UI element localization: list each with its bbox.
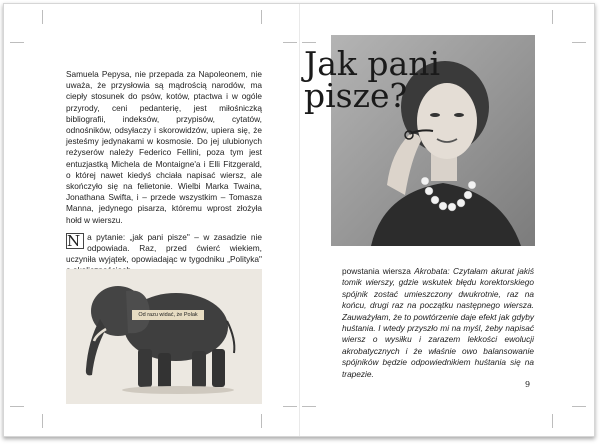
crop-mark (302, 406, 316, 407)
title-line-1: Jak pani (304, 44, 440, 83)
article-title (304, 44, 440, 115)
crop-mark (261, 10, 262, 24)
crop-mark (10, 406, 24, 407)
book-gutter (299, 4, 300, 436)
crop-mark (10, 42, 24, 43)
crop-mark (261, 414, 262, 428)
left-paragraph-1: Samuela Pepysa, nie przepada za Napoleonem, nie uważa, że przysłowia są mądrością narodów, ma ciepły stosunek do psów, kotów, ptactwa i w ogóle przyrody, ceni pedanterię, jest miłośniczką bibliografii, indeksów, przypisów, cytatów, odnośników, odsyłaczy i skorowidzów, upiera się, że jesteśmy jedynakami w kosmosie. Do jej ulubionych reżyserów należy Federico Fellini, poza tym jest entuzjastką Michela de Montaigne'a i Elli Fitzgerald, o której nawet kiedyś chciała napisać wiersz, ale skończyło się na felietonie. Wielbi Marka Twaina, Jonathana Swifta, i – przede wszystkim – Tomasza Manna, jedynego pisarza, któremu wprost złożyła hołd w wierszu. (66, 69, 262, 225)
elephant-label: Od razu widać, że Polak (138, 312, 198, 318)
crop-mark (572, 42, 586, 43)
crop-mark (552, 10, 553, 24)
crop-mark (283, 42, 297, 43)
drop-cap: N (66, 233, 84, 249)
elephant-illustration (66, 269, 262, 404)
left-paragraph-2-text: a pytanie: „jak pani pisze" – w zasadzie nie odpowiada. Raz, przed ćwierć wiekiem, uczyniła wyjątek, opowiadając w tygodniku „Polityka" (66, 231, 262, 265)
right-body-work-title: Akrobata (414, 266, 448, 276)
right-body-lead: powstania wiersza (342, 266, 415, 276)
crop-mark (42, 414, 43, 428)
elephant-collage-image (66, 269, 262, 404)
crop-mark (42, 10, 43, 24)
right-page-text (342, 266, 534, 380)
title-line-2: pisze? (304, 76, 408, 115)
left-page-text (66, 69, 262, 283)
page-number: 9 (525, 380, 531, 389)
crop-mark (572, 406, 586, 407)
crop-mark (552, 414, 553, 428)
crop-mark (302, 42, 316, 43)
right-body-rest: : Czytałam akurat jakiś tomik wierszy, gdzie wskutek błędu korektorskiego spójnik zostać umieszczony dwukrotnie, raz na końcu, drugi raz na początku następnego wiersza. Zauważyłam, że to powtórzenie daje efekt jak gdyby huśtania. I wtedy przyszło mi na myśl, żeby napisać wiersz o wysiłku i zarazem lekkości ewolucji akrobatycznych i że właśnie owo balansowanie spójników będzie odpowiednikiem huśtania się na trapezie. (342, 266, 534, 379)
book-spread (3, 3, 595, 437)
crop-mark (283, 406, 297, 407)
